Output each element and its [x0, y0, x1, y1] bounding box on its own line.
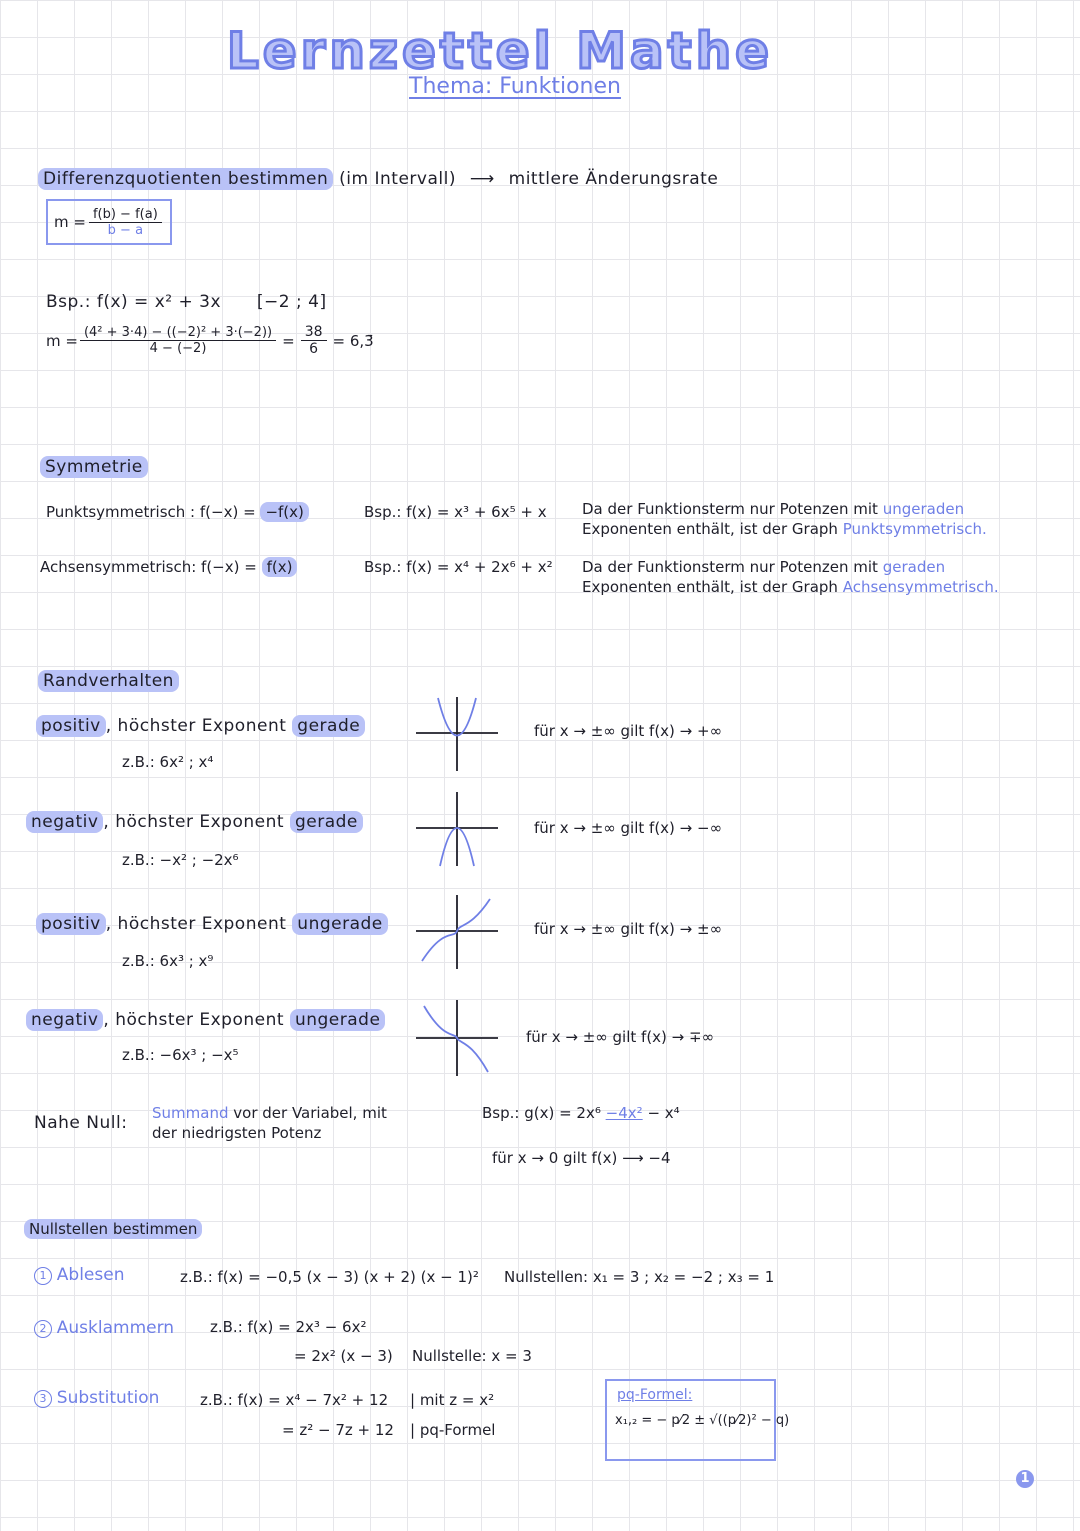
pq-formula-box	[605, 1379, 790, 1461]
achsen-explanation	[582, 557, 999, 597]
rand-case-3-example: z.B.: 6x³ ; x⁹	[122, 952, 214, 970]
rand-case-3	[36, 914, 388, 934]
nullstellen-heading-wrap	[24, 1220, 202, 1238]
page-title: Lernzettel Mathe	[226, 22, 774, 80]
rand-case-2	[26, 812, 363, 832]
nahe-null-text	[152, 1103, 387, 1143]
arrow-icon: ⟶	[469, 169, 495, 189]
method-1-label: Ablesen	[56, 1265, 125, 1285]
differenz-heading: Differenzquotienten bestimmen	[38, 168, 333, 190]
punkt-text-1: Da der Funktionsterm nur Potenzen mit	[582, 500, 878, 518]
achsen-highlight: f(x)	[262, 557, 298, 577]
method-1-example: z.B.: f(x) = −0,5 (x − 3) (x + 2) (x − 1)²	[180, 1268, 479, 1286]
method-2-step: = 2x² (x − 3)	[294, 1347, 393, 1365]
rand-case-parity: ungerade	[292, 913, 387, 935]
rand-case-parity: gerade	[290, 811, 363, 833]
punkt-text-blue-2: Punktsymmetrisch.	[842, 520, 987, 538]
calc-denominator: 4 − (−2)	[149, 341, 207, 356]
method-1	[34, 1265, 124, 1285]
rand-case-4-example: z.B.: −6x³ ; −x⁵	[122, 1046, 239, 1064]
calc-denominator-2: 6	[309, 341, 319, 357]
rand-case-mid: , höchster Exponent	[105, 914, 287, 934]
differenz-example: Bsp.: f(x) = x² + 3x	[46, 292, 222, 312]
rand-case-mid: , höchster Exponent	[103, 812, 285, 832]
rand-case-2-rule: für x → ±∞ gilt f(x) → −∞	[534, 819, 723, 837]
differenz-interval: [−2 ; 4]	[256, 292, 327, 312]
differenz-heading-row	[38, 169, 718, 189]
method-3-label: Substitution	[56, 1388, 160, 1408]
achsen-rule	[40, 558, 297, 576]
nullstellen-heading: Nullstellen bestimmen	[24, 1219, 202, 1239]
method-2	[34, 1318, 174, 1338]
differenz-example-row	[46, 292, 327, 312]
differenz-result: mittlere Änderungsrate	[508, 169, 719, 189]
calc-result: = 6,3̄	[332, 331, 374, 350]
page-number: 1	[1016, 1470, 1034, 1488]
symmetrie-heading-wrap	[40, 457, 148, 477]
method-3-step: = z² − 7z + 12	[282, 1421, 394, 1439]
rand-case-parity: gerade	[292, 715, 365, 737]
differenz-calc-row	[46, 324, 374, 357]
rand-case-4-rule: für x → ±∞ gilt f(x) → ∓∞	[526, 1028, 715, 1046]
nahe-null-blue: Summand	[152, 1104, 229, 1122]
punkt-highlight: −f(x)	[260, 502, 308, 522]
punkt-example: Bsp.: f(x) = x³ + 6x⁵ + x	[364, 503, 547, 521]
punkt-text-blue-1: ungeraden	[882, 500, 965, 518]
calc-fraction	[80, 325, 276, 356]
rand-case-sign: negativ	[26, 1009, 103, 1031]
punkt-label: Punktsymmetrisch : f(−x) =	[46, 503, 256, 521]
nahe-bsp-suffix: − x⁴	[647, 1104, 680, 1122]
rand-case-mid: , höchster Exponent	[105, 716, 287, 736]
method-3	[34, 1388, 159, 1408]
nahe-bsp-blue: −4x²	[605, 1104, 643, 1122]
calc-numerator: (4² + 3·4) − ((−2)² + 3·(−2))	[80, 325, 276, 341]
calc-m: m =	[46, 331, 78, 350]
page-subtitle: Thema: Funktionen	[409, 74, 621, 99]
formula-denominator: b − a	[107, 222, 144, 238]
nahe-null-text-1: vor der Variabel, mit	[233, 1104, 387, 1122]
rand-case-4-graph	[416, 998, 498, 1078]
nahe-null-example	[482, 1104, 680, 1122]
achsen-label: Achsensymmetrisch: f(−x) =	[40, 558, 257, 576]
formula-fraction	[89, 207, 162, 238]
method-3-pq: | pq-Formel	[410, 1421, 496, 1439]
differenz-formula-box	[46, 199, 172, 245]
calc-equals: =	[282, 331, 295, 350]
rand-case-parity: ungerade	[290, 1009, 385, 1031]
punkt-rule	[46, 503, 309, 521]
achsen-text-2: Exponenten enthält, ist der Graph	[582, 578, 838, 596]
nahe-bsp-prefix: Bsp.: g(x) = 2x⁶	[482, 1104, 601, 1122]
differenz-suffix: (im Intervall)	[339, 169, 456, 189]
pq-title: pq-Formel:	[617, 1387, 693, 1403]
method-2-example: z.B.: f(x) = 2x³ − 6x²	[210, 1318, 367, 1336]
achsen-example: Bsp.: f(x) = x⁴ + 2x⁶ + x²	[364, 558, 553, 576]
symmetrie-heading: Symmetrie	[40, 456, 148, 478]
calc-numerator-2: 38	[301, 324, 327, 341]
rand-case-sign: positiv	[36, 715, 106, 737]
randverhalten-heading-wrap	[38, 671, 179, 691]
rand-case-3-graph	[416, 893, 498, 971]
calc-fraction-2	[301, 324, 327, 357]
formula-m: m =	[54, 213, 86, 231]
method-2-result: Nullstelle: x = 3	[412, 1347, 532, 1365]
nahe-null-label: Nahe Null:	[34, 1113, 128, 1133]
pq-formula: x₁,₂ = − p⁄2 ± √((p⁄2)² − q)	[615, 1413, 790, 1428]
rand-case-1-rule: für x → ±∞ gilt f(x) → +∞	[534, 722, 723, 740]
nahe-null-text-2: der niedrigsten Potenz	[152, 1124, 322, 1142]
randverhalten-heading: Randverhalten	[38, 670, 179, 692]
nahe-null-rule: für x → 0 gilt f(x) ⟶ −4	[492, 1149, 671, 1167]
rand-case-2-graph	[416, 790, 498, 870]
achsen-text-1: Da der Funktionsterm nur Potenzen mit	[582, 558, 878, 576]
rand-case-sign: negativ	[26, 811, 103, 833]
rand-case-3-rule: für x → ±∞ gilt f(x) → ±∞	[534, 920, 723, 938]
punkt-text-2: Exponenten enthält, ist der Graph	[582, 520, 838, 538]
number-circle-icon: 3	[34, 1390, 52, 1408]
method-3-sub: | mit z = x²	[410, 1391, 495, 1409]
formula-numerator: f(b) − f(a)	[89, 207, 162, 223]
rand-case-1	[36, 716, 365, 736]
method-1-result: Nullstellen: x₁ = 3 ; x₂ = −2 ; x₃ = 1	[504, 1268, 775, 1286]
rand-case-2-example: z.B.: −x² ; −2x⁶	[122, 851, 239, 869]
method-3-example: z.B.: f(x) = x⁴ − 7x² + 12	[200, 1391, 389, 1409]
achsen-text-blue-1: geraden	[882, 558, 946, 576]
rand-case-1-example: z.B.: 6x² ; x⁴	[122, 753, 214, 771]
rand-case-1-graph	[416, 693, 498, 773]
number-circle-icon: 2	[34, 1320, 52, 1338]
rand-case-sign: positiv	[36, 913, 106, 935]
rand-case-4	[26, 1010, 385, 1030]
number-circle-icon: 1	[34, 1267, 52, 1285]
rand-case-mid: , höchster Exponent	[103, 1010, 285, 1030]
achsen-text-blue-2: Achsensymmetrisch.	[842, 578, 999, 596]
punkt-explanation	[582, 499, 987, 539]
method-2-label: Ausklammern	[56, 1318, 175, 1338]
